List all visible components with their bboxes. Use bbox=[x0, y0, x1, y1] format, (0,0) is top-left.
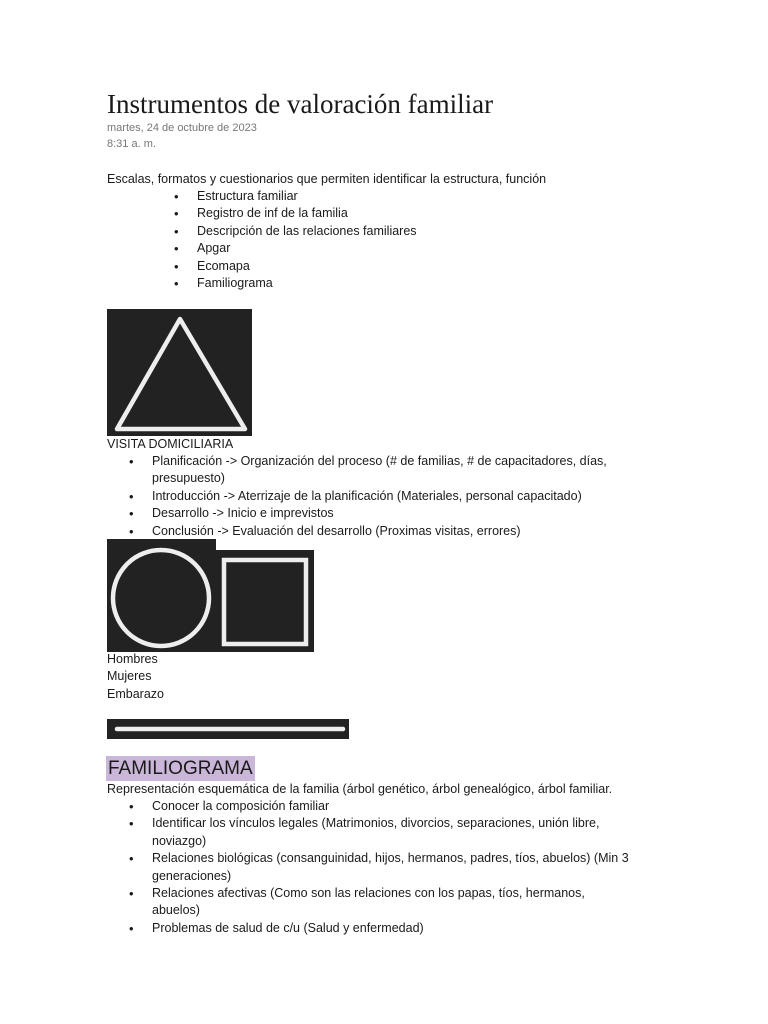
list-item: • Introducción -> Aterrizaje de la planificación (Materiales, personal capacitado) bbox=[152, 488, 627, 505]
note-time: 8:31 a. m. bbox=[107, 138, 156, 150]
list-item: • Identificar los vínculos legales (Matrimonios, divorcios, separaciones, unión libre, noviazgo) bbox=[152, 815, 632, 850]
symbol-label-mujeres: Mujeres bbox=[107, 669, 152, 683]
list-item: • Descripción de las relaciones familiares bbox=[197, 223, 717, 240]
familiograma-heading: FAMILIOGRAMA bbox=[108, 758, 253, 779]
list-item: • Problemas de salud de c/u (Salud y enfermedad) bbox=[152, 920, 632, 937]
list-item: • Conocer la composición familiar bbox=[152, 798, 632, 815]
list-item: • Relaciones biológicas (consanguinidad, hijos, hermanos, padres, tíos, abuelos) (Min 3 generaciones) bbox=[152, 850, 632, 885]
list-item: • Relaciones afectivas (Como son las relaciones con los papas, tíos, hermanos, abuelos) bbox=[152, 885, 632, 920]
list-item: • Registro de inf de la familia bbox=[197, 205, 717, 222]
intro-list bbox=[197, 188, 717, 292]
list-item: • Familiograma bbox=[197, 275, 717, 292]
visita-list bbox=[152, 453, 627, 540]
intro-text: Escalas, formatos y cuestionarios que permiten identificar la estructura, función bbox=[107, 172, 547, 186]
list-item: • Apgar bbox=[197, 240, 717, 257]
line-ink-drawing bbox=[107, 719, 349, 739]
page-title: Instrumentos de valoración familiar bbox=[107, 89, 494, 119]
familiograma-list bbox=[152, 798, 632, 937]
list-item: • Desarrollo -> Inicio e imprevistos bbox=[152, 505, 627, 522]
symbol-label-hombres: Hombres bbox=[107, 652, 158, 666]
familiograma-text: Representación esquemática de la familia (árbol genético, árbol genealógico, árbol familiar. bbox=[107, 782, 613, 796]
note-date: martes, 24 de octubre de 2023 bbox=[107, 122, 257, 134]
visita-heading: VISITA DOMICILIARIA bbox=[107, 437, 234, 451]
symbol-label-embarazo: Embarazo bbox=[107, 687, 164, 701]
list-item: • Conclusión -> Evaluación del desarrollo (Proximas visitas, errores) bbox=[152, 523, 627, 540]
list-item: • Ecomapa bbox=[197, 258, 717, 275]
list-item: • Planificación -> Organización del proceso (# de familias, # de capacitadores, días, presupuesto) bbox=[152, 453, 627, 488]
triangle-ink-drawing bbox=[107, 309, 252, 436]
list-item: • Estructura familiar bbox=[197, 188, 717, 205]
circle-square-ink-drawing bbox=[107, 539, 314, 652]
